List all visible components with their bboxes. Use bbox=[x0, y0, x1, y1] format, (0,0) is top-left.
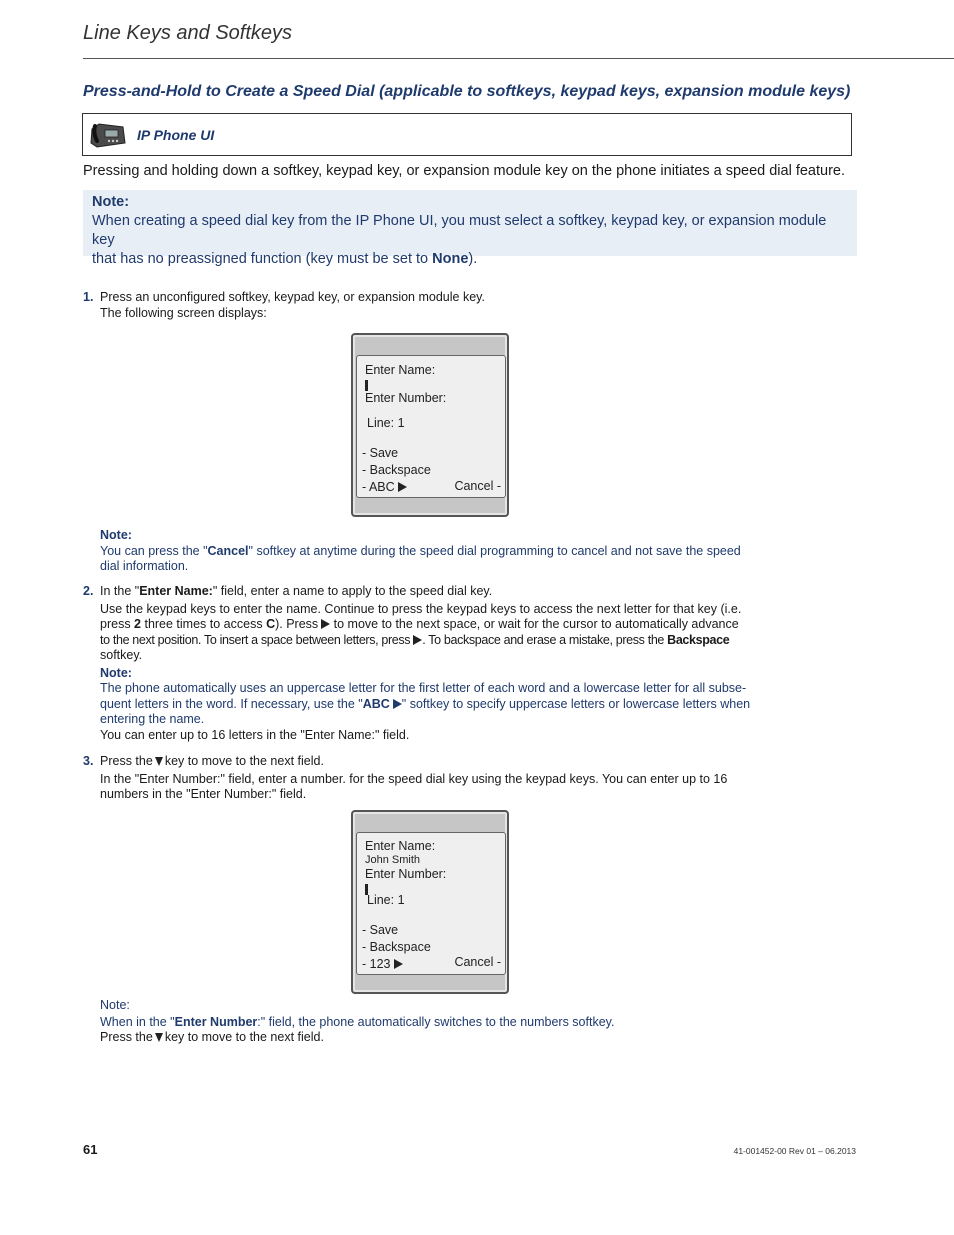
enter-number-label: Enter Number: bbox=[365, 391, 447, 405]
save-softkey[interactable]: - Save bbox=[362, 446, 399, 460]
phone-screen-2 bbox=[351, 810, 509, 994]
cancel-softkey[interactable]: Cancel - bbox=[454, 479, 501, 493]
none-bold: None bbox=[432, 251, 469, 267]
note-main-line2: that has no preassigned function (key must be set to None). bbox=[92, 251, 478, 267]
right-arrow-icon bbox=[398, 482, 407, 492]
step-3-text: Press the key to move to the next field. In the "Enter Number:" field, enter a number. for the speed dial key using the keypad keys. You can enter up to 16 numbers in the "Enter Number:" field. bbox=[100, 754, 728, 801]
line-label: Line: 1 bbox=[367, 893, 405, 907]
step-2-number: 2. bbox=[83, 584, 94, 598]
step-1-text: Press an unconfigured softkey, keypad key, or expansion module key. The following screen displays: bbox=[100, 290, 485, 320]
intro-paragraph: Pressing and holding down a softkey, keypad key, or expansion module key on the phone initiates a speed dial feature. bbox=[83, 163, 846, 179]
name-value: John Smith bbox=[365, 854, 421, 866]
enter-name-label: Enter Name: bbox=[365, 839, 436, 853]
note-main-title: Note: bbox=[92, 194, 130, 210]
document-reference: 41-001452-00 Rev 01 – 06.2013 bbox=[733, 1146, 856, 1156]
down-arrow-icon bbox=[155, 757, 163, 766]
note-cancel: Note: You can press the "Cancel" softkey at anytime during the speed dial programming to cancel and not save the speed dial information. bbox=[100, 528, 741, 573]
line-label: Line: 1 bbox=[367, 416, 405, 430]
text-cursor bbox=[365, 380, 368, 391]
enter-name-label: Enter Name: bbox=[365, 363, 436, 377]
right-arrow-icon bbox=[413, 635, 422, 645]
cancel-softkey[interactable]: Cancel - bbox=[454, 955, 501, 969]
abc-softkey[interactable]: - ABC bbox=[362, 480, 407, 494]
note-main-line1: When creating a speed dial key from the IP Phone UI, you must select a softkey, keypad key, or expansion module key bbox=[92, 213, 827, 248]
backspace-softkey[interactable]: - Backspace bbox=[362, 940, 431, 954]
phone-display-1 bbox=[356, 355, 506, 498]
desk-phone-icon bbox=[89, 121, 127, 154]
phone-screen-1 bbox=[351, 333, 509, 517]
right-arrow-icon bbox=[393, 699, 402, 709]
save-softkey[interactable]: - Save bbox=[362, 923, 399, 937]
note-main bbox=[83, 190, 857, 267]
header-divider bbox=[83, 58, 954, 59]
enter-number-label: Enter Number: bbox=[365, 867, 447, 881]
ip-phone-ui-box bbox=[82, 113, 852, 156]
page-header-title: Line Keys and Softkeys bbox=[83, 22, 293, 44]
numbers-softkey[interactable]: - 123 bbox=[362, 957, 403, 971]
step-1-number: 1. bbox=[83, 290, 94, 304]
note-enter-number: Note: When in the "Enter Number:" field, the phone automatically switches to the numbers softkey. Press the key to move to the next field. bbox=[100, 998, 615, 1044]
step-2-text: In the "Enter Name:" field, enter a name to apply to the speed dial key. Use the keypad keys to enter the name. Continue to press the keypad keys to access the next letter for that key (i.e. press 2 three times to access C). Press to move to the next space, or wait for the cursor to automatically advance to the next position. To insert a space between letters, press . To backspace and erase a mistake, press the Backspace softkey. Note: The phone automatically uses an uppercase letter for the first letter of each word and a lowercase letter for all subse- quent letters in the word. If necessary, use the "ABC " softkey to specify uppercase letters or lowercase letters when entering the name. You can enter up to 16 letters in the "Enter Name:" field. bbox=[100, 584, 751, 742]
step-3-number: 3. bbox=[83, 754, 94, 768]
backspace-softkey[interactable]: - Backspace bbox=[362, 463, 431, 477]
right-arrow-icon bbox=[394, 959, 403, 969]
ip-phone-ui-label: IP Phone UI bbox=[137, 127, 215, 143]
phone-display-2 bbox=[356, 832, 506, 975]
section-title: Press-and-Hold to Create a Speed Dial (applicable to softkeys, keypad keys, expansion module keys) bbox=[83, 83, 851, 100]
right-arrow-icon bbox=[321, 619, 330, 629]
page-number: 61 bbox=[83, 1142, 98, 1157]
down-arrow-icon bbox=[155, 1033, 163, 1042]
